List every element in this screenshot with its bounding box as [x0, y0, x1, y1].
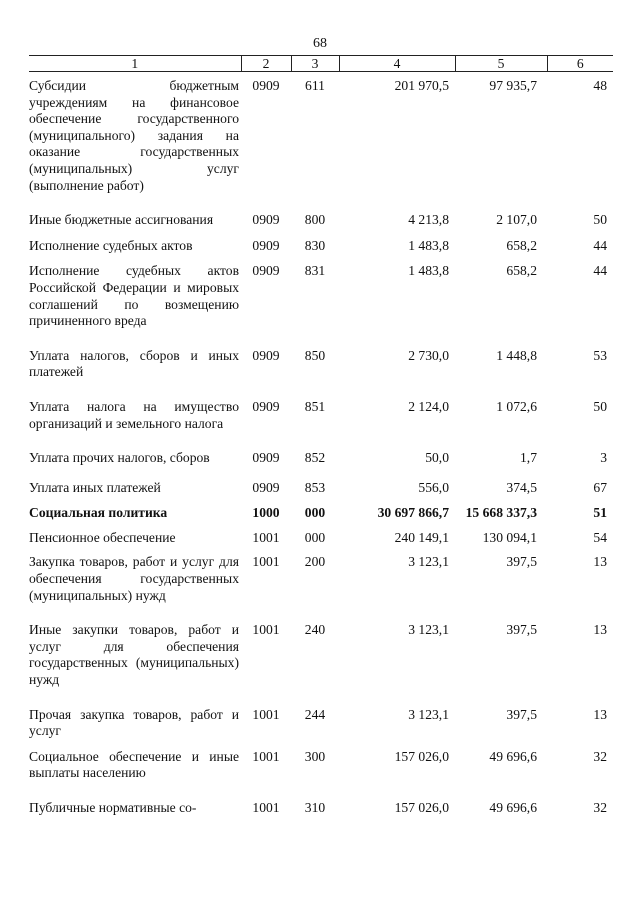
row-value-col6: 32	[593, 800, 607, 815]
row-value-col6: 51	[593, 505, 607, 521]
row-section-code: 1001	[252, 622, 280, 638]
row-value-col6: 13	[593, 622, 607, 638]
row-name: Уплата налога на имущество организаций и земельного налога	[29, 398, 239, 431]
row-value-col5: 397,5	[506, 622, 537, 638]
table-row	[29, 229, 613, 255]
row-name: Исполнение судебных актов Российской Федерации и мировых соглашений по возмещению причиненного вреда	[29, 263, 239, 329]
row-value-col5: 397,5	[506, 554, 537, 570]
row-section-code: 1001	[252, 554, 280, 570]
column-header-5: 5	[455, 56, 547, 72]
row-type-code: 830	[304, 237, 326, 253]
row-value-col6: 53	[593, 347, 607, 363]
row-type-code: 000	[304, 529, 326, 545]
row-section-code: 0909	[252, 479, 280, 495]
row-type-code: 240	[304, 622, 326, 638]
row-value-col6: 13	[593, 554, 607, 570]
row-value-col5: 15 668 337,3	[465, 505, 537, 521]
row-value-col4: 4 213,8	[408, 212, 449, 228]
row-section-code: 0909	[252, 212, 280, 228]
table-row	[29, 330, 613, 381]
row-type-code: 851	[304, 398, 326, 414]
row-value-col4: 2 124,0	[408, 398, 449, 414]
budget-table	[29, 55, 613, 817]
row-section-code: 0909	[252, 237, 280, 253]
page-number: 68	[313, 36, 327, 51]
row-value-col6: 67	[593, 479, 607, 495]
row-value-col6: 50	[593, 212, 607, 228]
column-header-4: 4	[339, 56, 455, 72]
row-value-col5: 1,7	[520, 450, 537, 466]
row-value-col6: 32	[593, 748, 607, 764]
table-row	[29, 381, 613, 432]
row-value-col6: 48	[593, 78, 607, 93]
row-value-col4: 50,0	[425, 450, 449, 466]
row-value-col5: 49 696,6	[489, 800, 537, 815]
column-header-1: 1	[29, 56, 241, 72]
row-type-code: 850	[304, 347, 326, 363]
row-name: Субсидии бюджетным учреждениям на финансовое обеспечение государственного (муниципального) задания на оказание государственных (муниципальных) услуг (выполнение работ)	[29, 78, 239, 193]
row-value-col6: 50	[593, 398, 607, 414]
row-value-col5: 2 107,0	[496, 212, 537, 228]
row-type-code: 200	[304, 554, 326, 570]
table-row	[29, 740, 613, 782]
row-type-code: 852	[304, 450, 326, 466]
row-name: Иные бюджетные ассигнования	[29, 212, 214, 228]
row-value-col4: 556,0	[418, 479, 449, 495]
row-section-code: 0909	[252, 398, 280, 414]
table-row	[29, 604, 613, 688]
row-value-col4: 1 483,8	[408, 263, 449, 279]
row-name: Прочая закупка товаров, работ и услуг	[29, 706, 239, 739]
row-type-code: 310	[304, 800, 326, 815]
row-type-code: 300	[304, 748, 326, 764]
table-row	[29, 72, 613, 195]
table-row	[29, 467, 613, 497]
row-name: Публичные нормативные со-	[29, 800, 197, 815]
row-section-code: 1001	[252, 706, 280, 722]
row-value-col4: 2 730,0	[408, 347, 449, 363]
row-value-col5: 658,2	[506, 237, 537, 253]
table-row	[29, 546, 613, 604]
row-section-code: 0909	[252, 450, 280, 466]
row-value-col6: 13	[593, 706, 607, 722]
column-header-6: 6	[547, 56, 613, 72]
row-name: Уплата налогов, сборов и иных платежей	[29, 347, 239, 380]
row-value-col5: 397,5	[506, 706, 537, 722]
row-name: Исполнение судебных актов	[29, 237, 193, 253]
row-section-code: 1001	[252, 800, 280, 815]
row-section-code: 1001	[252, 748, 280, 764]
row-name: Уплата прочих налогов, сборов	[29, 450, 210, 466]
row-value-col5: 1 072,6	[496, 398, 537, 414]
row-value-col6: 3	[600, 450, 607, 466]
row-type-code: 611	[305, 78, 325, 93]
row-name: Закупка товаров, работ и услуг для обеспечения государственных (муниципальных) нужд	[29, 554, 239, 603]
row-value-col5: 97 935,7	[489, 78, 537, 93]
row-name: Иные закупки товаров, работ и услуг для обеспечения государственных (муниципальных) нужд	[29, 622, 239, 688]
table-header-row	[29, 56, 613, 72]
table-row	[29, 194, 613, 229]
row-name: Пенсионное обеспечение	[29, 529, 176, 545]
row-value-col6: 44	[593, 263, 607, 279]
row-section-code: 0909	[252, 347, 280, 363]
row-type-code: 244	[304, 706, 326, 722]
row-value-col4: 157 026,0	[394, 800, 449, 815]
table-row	[29, 432, 613, 467]
row-section-code: 0909	[252, 263, 280, 279]
row-value-col5: 658,2	[506, 263, 537, 279]
table-row	[29, 254, 613, 329]
column-header-3: 3	[291, 56, 339, 72]
row-value-col6: 44	[593, 237, 607, 253]
row-value-col4: 201 970,5	[394, 78, 449, 93]
row-value-col4: 157 026,0	[394, 748, 449, 764]
row-section-code: 1001	[252, 529, 280, 545]
row-name: Уплата иных платежей	[29, 479, 161, 495]
row-section-code: 1000	[252, 505, 280, 521]
row-section-code: 0909	[252, 78, 280, 93]
table-row	[29, 496, 613, 522]
row-name: Социальная политика	[29, 505, 168, 521]
table-row	[29, 689, 613, 740]
row-type-code: 853	[304, 479, 326, 495]
row-value-col5: 374,5	[506, 479, 537, 495]
row-value-col4: 240 149,1	[394, 529, 449, 545]
row-value-col5: 130 094,1	[482, 529, 537, 545]
row-value-col4: 30 697 866,7	[377, 505, 449, 521]
column-header-2: 2	[241, 56, 291, 72]
row-value-col4: 3 123,1	[408, 554, 449, 570]
row-value-col5: 49 696,6	[489, 748, 537, 764]
row-value-col6: 54	[593, 529, 607, 545]
table-row	[29, 522, 613, 547]
row-value-col4: 3 123,1	[408, 706, 449, 722]
row-type-code: 800	[304, 212, 326, 228]
row-value-col4: 3 123,1	[408, 622, 449, 638]
row-value-col5: 1 448,8	[496, 347, 537, 363]
row-name: Социальное обеспечение и иные выплаты населению	[29, 748, 239, 781]
row-value-col4: 1 483,8	[408, 237, 449, 253]
table-row	[29, 782, 613, 817]
row-type-code: 831	[304, 263, 326, 279]
row-type-code: 000	[304, 505, 326, 521]
